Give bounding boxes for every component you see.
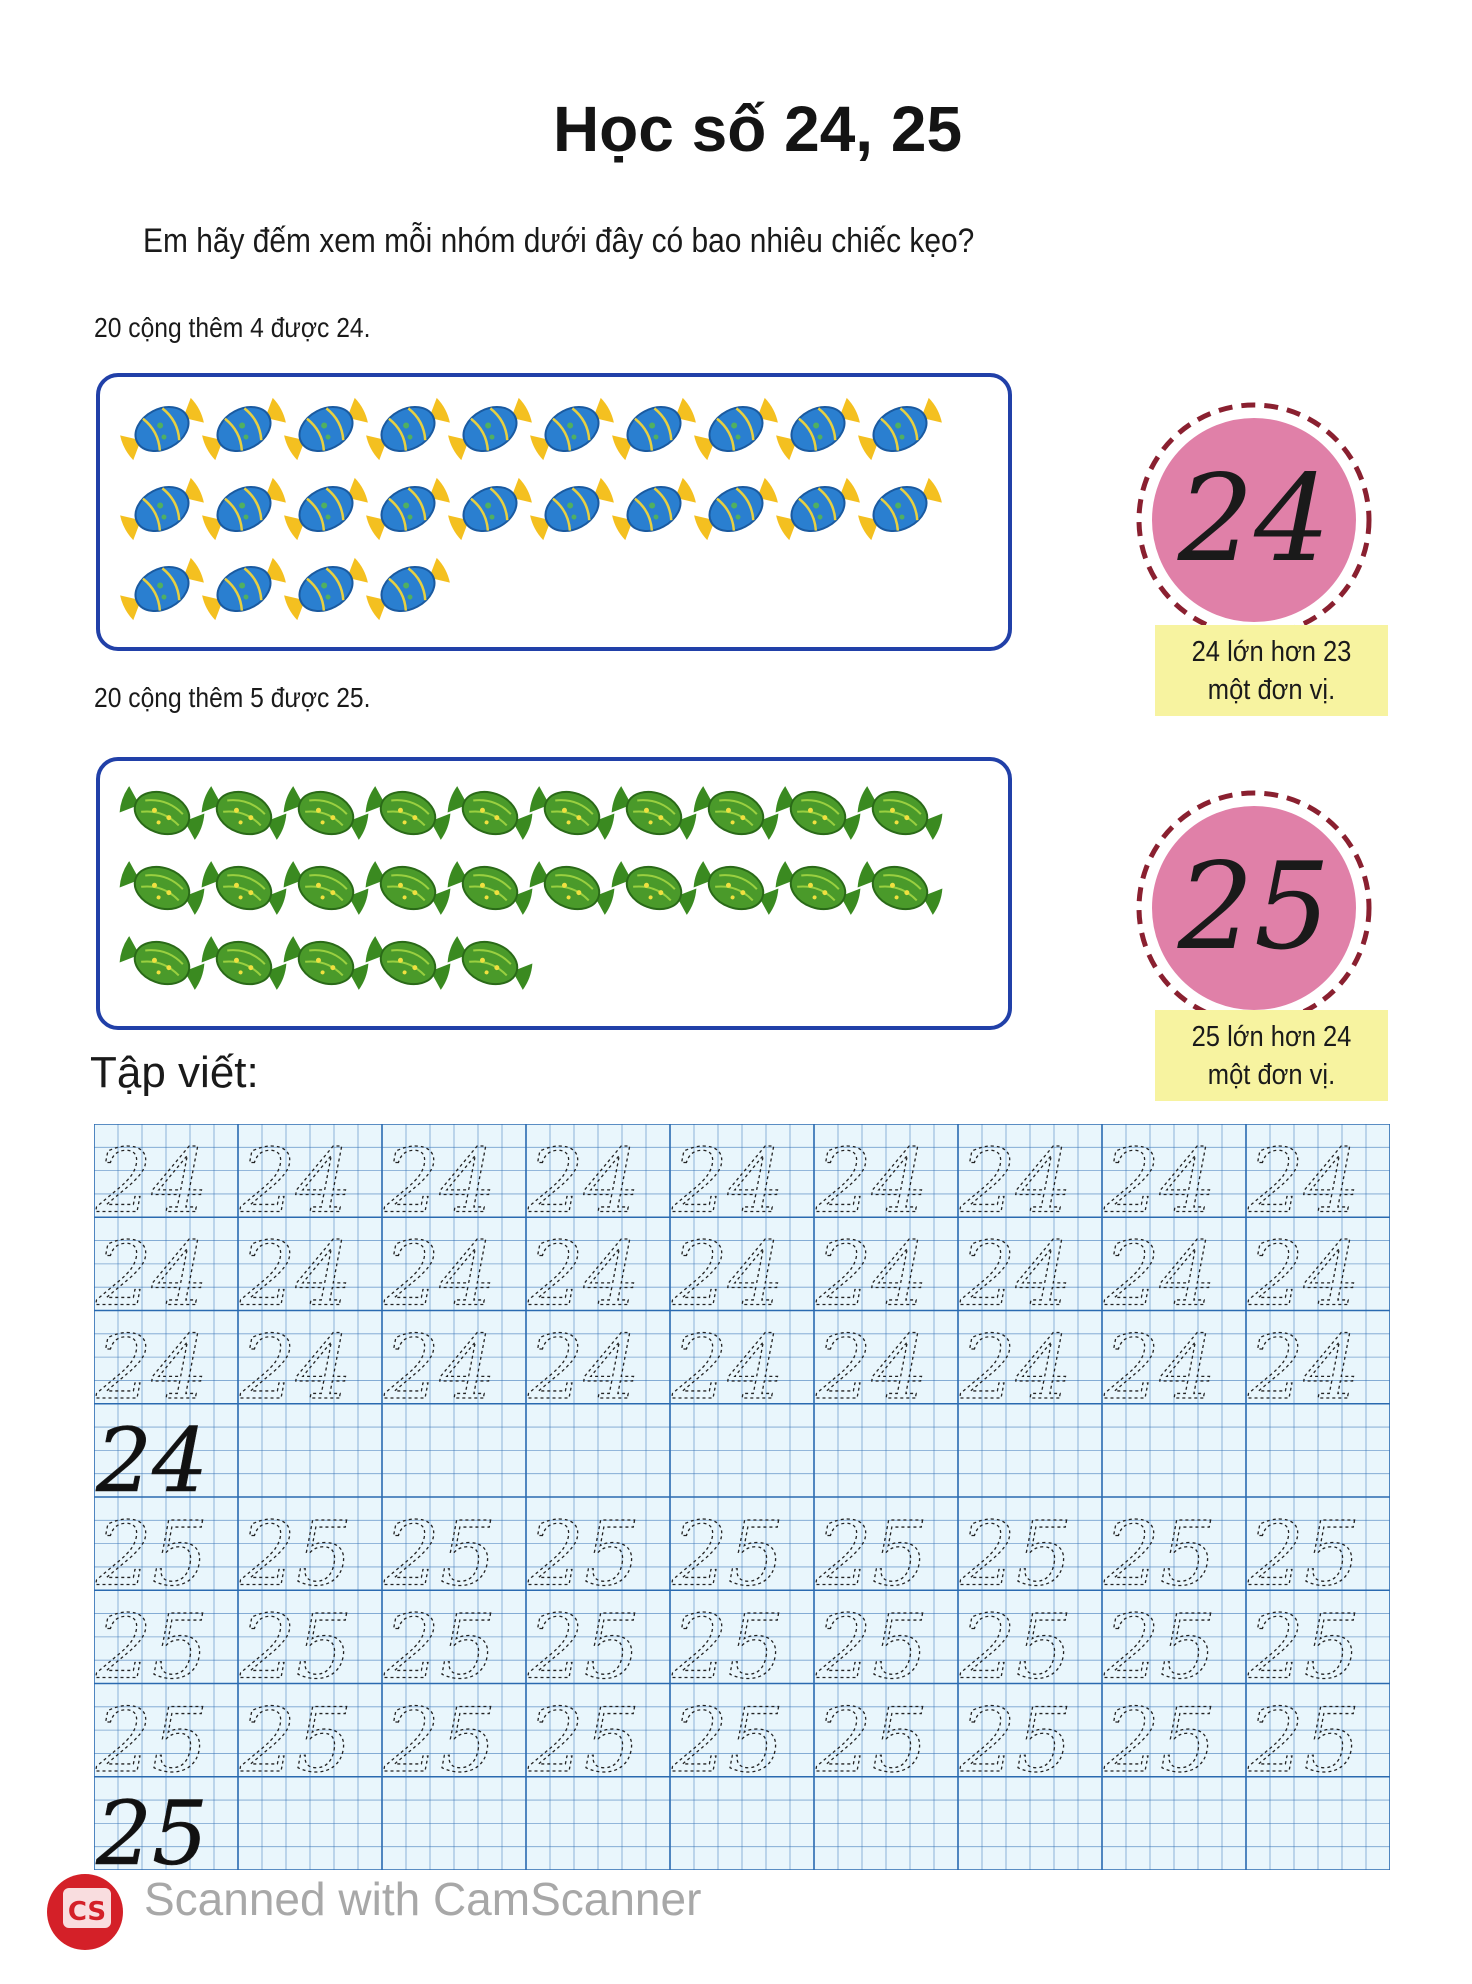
badge-number: 24 bbox=[1177, 450, 1331, 589]
trace-number: 25 bbox=[960, 1595, 1072, 1699]
green-candy-icon bbox=[280, 930, 373, 996]
green-candy-icon bbox=[854, 855, 947, 921]
trace-number: 25 bbox=[528, 1595, 640, 1699]
trace-number: 25 bbox=[960, 1688, 1072, 1792]
blue-candy-icon bbox=[608, 472, 701, 547]
green-candy-icon bbox=[526, 855, 619, 921]
green-candy-icon bbox=[280, 780, 373, 846]
blue-candy-icon bbox=[198, 472, 291, 547]
blue-candy-icon bbox=[854, 472, 947, 547]
candy-box-24 bbox=[96, 373, 1012, 651]
trace-number: 25 bbox=[384, 1595, 496, 1699]
trace-number: 24 bbox=[960, 1222, 1072, 1326]
trace-number: 24 bbox=[960, 1315, 1072, 1419]
green-candy-icon bbox=[362, 930, 455, 996]
green-candy-icon bbox=[854, 780, 947, 846]
trace-number: 25 bbox=[1104, 1502, 1216, 1606]
model-number: 24 bbox=[96, 1409, 208, 1512]
blue-candy-icon bbox=[854, 392, 947, 467]
blue-candy-icon bbox=[280, 392, 373, 467]
trace-number: 25 bbox=[1104, 1688, 1216, 1792]
watermark-text: Scanned with CamScanner bbox=[144, 1873, 702, 1925]
number-badge-24 bbox=[1132, 398, 1377, 643]
logo-text: CS bbox=[67, 1897, 107, 1927]
blue-candy-icon bbox=[690, 472, 783, 547]
trace-number: 25 bbox=[960, 1502, 1072, 1606]
trace-number: 24 bbox=[528, 1222, 640, 1326]
green-candy-icon bbox=[362, 780, 455, 846]
trace-number: 24 bbox=[672, 1222, 784, 1326]
blue-candy-icon bbox=[362, 392, 455, 467]
trace-number: 24 bbox=[672, 1129, 784, 1233]
blue-candy-icon bbox=[116, 392, 209, 467]
green-candy-icon bbox=[526, 780, 619, 846]
green-candy-icon bbox=[690, 855, 783, 921]
camscanner-logo bbox=[45, 1870, 129, 1954]
blue-candy-icon bbox=[526, 472, 619, 547]
green-candy-icon bbox=[198, 780, 291, 846]
trace-number: 25 bbox=[240, 1688, 352, 1792]
green-candy-icon bbox=[608, 780, 701, 846]
blue-candy-icon bbox=[362, 552, 455, 627]
note-line: 24 lớn hơn 23 bbox=[1191, 636, 1352, 668]
trace-number: 24 bbox=[240, 1129, 352, 1233]
trace-number: 25 bbox=[528, 1502, 640, 1606]
trace-number: 25 bbox=[96, 1688, 208, 1792]
green-candy-icon bbox=[280, 855, 373, 921]
blue-candy-icon bbox=[444, 472, 537, 547]
number-badge-25 bbox=[1132, 786, 1377, 1031]
green-candy-icon bbox=[608, 855, 701, 921]
trace-number: 25 bbox=[816, 1502, 928, 1606]
trace-number: 24 bbox=[1248, 1222, 1360, 1326]
blue-candy-icon bbox=[772, 392, 865, 467]
blue-candy-icon bbox=[280, 472, 373, 547]
blue-candy-icon bbox=[198, 552, 291, 627]
note-24 bbox=[1155, 625, 1388, 716]
blue-candy-icon bbox=[116, 552, 209, 627]
practice-label: Tập viết: bbox=[90, 1048, 259, 1097]
trace-number: 25 bbox=[672, 1688, 784, 1792]
trace-number: 25 bbox=[1248, 1502, 1360, 1606]
trace-number: 25 bbox=[384, 1688, 496, 1792]
blue-candy-icon bbox=[608, 392, 701, 467]
trace-number: 25 bbox=[384, 1502, 496, 1606]
trace-number: 24 bbox=[240, 1315, 352, 1419]
trace-number: 25 bbox=[528, 1688, 640, 1792]
blue-candy-icon bbox=[116, 472, 209, 547]
blue-candy-icon bbox=[444, 392, 537, 467]
trace-number: 24 bbox=[528, 1315, 640, 1419]
trace-number: 24 bbox=[672, 1315, 784, 1419]
blue-candy-icon bbox=[280, 552, 373, 627]
trace-number: 24 bbox=[816, 1222, 928, 1326]
trace-number: 24 bbox=[816, 1315, 928, 1419]
blue-candy-icon bbox=[690, 392, 783, 467]
trace-number: 24 bbox=[528, 1129, 640, 1233]
trace-number: 24 bbox=[384, 1129, 496, 1233]
note-line: một đơn vị. bbox=[1207, 1059, 1336, 1091]
page-title: Học số 24, 25 bbox=[552, 93, 963, 165]
green-candy-icon bbox=[772, 855, 865, 921]
trace-number: 24 bbox=[1104, 1315, 1216, 1419]
blue-candy-icon bbox=[362, 472, 455, 547]
trace-number: 24 bbox=[960, 1129, 1072, 1233]
instruction-text: Em hãy đếm xem mỗi nhóm dưới đây có bao nhiêu chiếc kẹo? bbox=[143, 222, 975, 260]
trace-number: 25 bbox=[672, 1595, 784, 1699]
green-candy-icon bbox=[690, 780, 783, 846]
green-candy-icon bbox=[362, 855, 455, 921]
green-candy-icon bbox=[198, 855, 291, 921]
green-candy-icon bbox=[198, 930, 291, 996]
trace-number: 25 bbox=[1248, 1688, 1360, 1792]
trace-number: 25 bbox=[816, 1688, 928, 1792]
green-candy-icon bbox=[116, 780, 209, 846]
trace-number: 24 bbox=[384, 1222, 496, 1326]
blue-candy-icon bbox=[198, 392, 291, 467]
green-candy-icon bbox=[116, 930, 209, 996]
trace-number: 25 bbox=[1248, 1595, 1360, 1699]
trace-number: 24 bbox=[96, 1129, 208, 1233]
green-candy-icon bbox=[772, 780, 865, 846]
blue-candy-icon bbox=[526, 392, 619, 467]
candy-box-25 bbox=[96, 757, 1012, 1030]
trace-number: 24 bbox=[1104, 1129, 1216, 1233]
green-candy-icon bbox=[116, 855, 209, 921]
badge-number: 25 bbox=[1177, 838, 1331, 977]
trace-number: 25 bbox=[96, 1502, 208, 1606]
green-candy-icon bbox=[444, 780, 537, 846]
trace-number: 25 bbox=[816, 1595, 928, 1699]
trace-number: 25 bbox=[96, 1595, 208, 1699]
blue-candy-icon bbox=[772, 472, 865, 547]
trace-number: 24 bbox=[96, 1315, 208, 1419]
trace-number: 24 bbox=[384, 1315, 496, 1419]
trace-number: 25 bbox=[1104, 1595, 1216, 1699]
note-line: một đơn vị. bbox=[1207, 674, 1336, 706]
trace-number: 24 bbox=[240, 1222, 352, 1326]
green-candy-icon bbox=[444, 930, 537, 996]
trace-number: 24 bbox=[816, 1129, 928, 1233]
note-line: 25 lớn hơn 24 bbox=[1191, 1021, 1352, 1053]
caption-25: 20 cộng thêm 5 được 25. bbox=[94, 682, 371, 713]
trace-number: 24 bbox=[1104, 1222, 1216, 1326]
trace-number: 24 bbox=[1248, 1129, 1360, 1233]
trace-number: 25 bbox=[240, 1595, 352, 1699]
green-candy-icon bbox=[444, 855, 537, 921]
model-number: 25 bbox=[96, 1782, 208, 1870]
writing-grid bbox=[94, 1124, 1390, 1870]
trace-number: 24 bbox=[96, 1222, 208, 1326]
note-25 bbox=[1155, 1010, 1388, 1101]
trace-number: 25 bbox=[240, 1502, 352, 1606]
trace-number: 25 bbox=[672, 1502, 784, 1606]
trace-number: 24 bbox=[1248, 1315, 1360, 1419]
caption-24: 20 cộng thêm 4 được 24. bbox=[94, 312, 371, 343]
